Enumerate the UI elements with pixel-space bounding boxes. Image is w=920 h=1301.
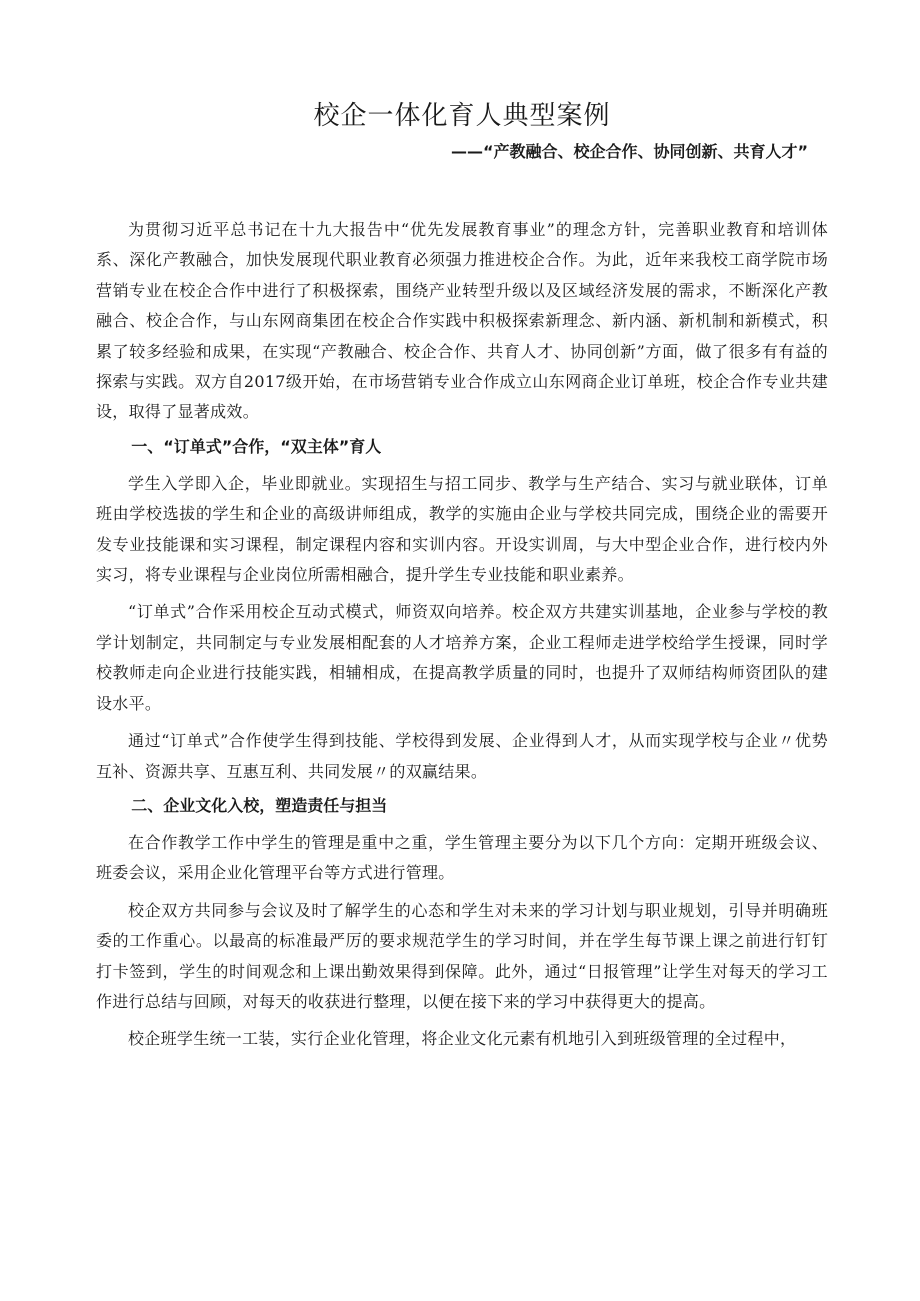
section-1-paragraph-3: 通过“订单式”合作使学生得到技能、学校得到发展、企业得到人才，从而实现学校与企业〃优势互补、资源共享、互惠互利、共同发展〃的双赢结果。: [96, 731, 828, 781]
section-2-paragraph-2: 校企双方共同参与会议及时了解学生的心态和学生对未来的学习计划与职业规划，引导并明确班委的工作重心。以最高的标准最严厉的要求规范学生的学习时间，并在学生每节课上课之前进行钉钉打卡签到，学生的时间观念和上课出勤效果得到保障。此外，通过“日报管理”让学生对每天的学习工作进行总结与回顾，对每天的收获进行整理，以便在接下来的学习中获得更大的提高。: [96, 900, 828, 1011]
section-2-heading: 二、企业文化入校，塑造责任与担当: [131, 795, 388, 815]
document-title: 校企一体化育人典型案例: [313, 101, 611, 131]
section-1-paragraph-2: “订单式”合作采用校企互动式模式，师资双向培养。校企双方共建实训基地，企业参与学校的教学计划制定，共同制定与专业发展相配套的人才培养方案，企业工程师走进学校给学生授课，同时学校教师走向企业进行技能实践，相辅相成，在提高教学质量的同时，也提升了双师结构师资团队的建设水平。: [96, 602, 828, 713]
section-2-paragraph-1: 在合作教学工作中学生的管理是重中之重，学生管理主要分为以下几个方向：定期开班级会议、班委会议，采用企业化管理平台等方式进行管理。: [96, 832, 828, 883]
intro-paragraph: 为贯彻习近平总书记在十九大报告中“优先发展教育事业”的理念方针，完善职业教育和培训体系、深化产教融合，加快发展现代职业教育必须强力推进校企合作。为此，近年来我校工商学院市场营销专业在校企合作中进行了积极探索，围绕产业转型升级以及区域经济发展的需求，不断深化产教融合、校企合作，与山东网商集团在校企合作实践中积极探索新理念、新内涵、新机制和新模式，积累了较多经验和成果，在实现“产教融合、校企合作、共育人才、协同创新”方面，做了很多有有益的探索与实践。双方自2017级开始，在市场营销专业合作成立山东网商企业订单班，校企合作专业共建设，取得了显著成效。: [96, 220, 828, 422]
document-body: [96, 215, 828, 1055]
section-2-paragraph-3: 校企班学生统一工装，实行企业化管理，将企业文化元素有机地引入到班级管理的全过程中，: [128, 1029, 797, 1049]
document-subtitle: ——“产教融合、校企合作、协同创新、共育人才”: [450, 142, 808, 161]
document-page: [96, 96, 828, 1055]
section-1-heading: 一、“订单式”合作，“双主体”育人: [131, 436, 382, 456]
section-1-paragraph-1: 学生入学即入企，毕业即就业。实现招生与招工同步、教学与生产结合、实习与就业联体，订单班由学校选拔的学生和企业的高级讲师组成，教学的实施由企业与学校共同完成，围绕企业的需要开发专业技能课和实习课程，制定课程内容和实训内容。开设实训周，与大中型企业合作，进行校内外实习，将专业课程与企业岗位所需相融合，提升学生专业技能和职业素养。: [96, 473, 828, 585]
